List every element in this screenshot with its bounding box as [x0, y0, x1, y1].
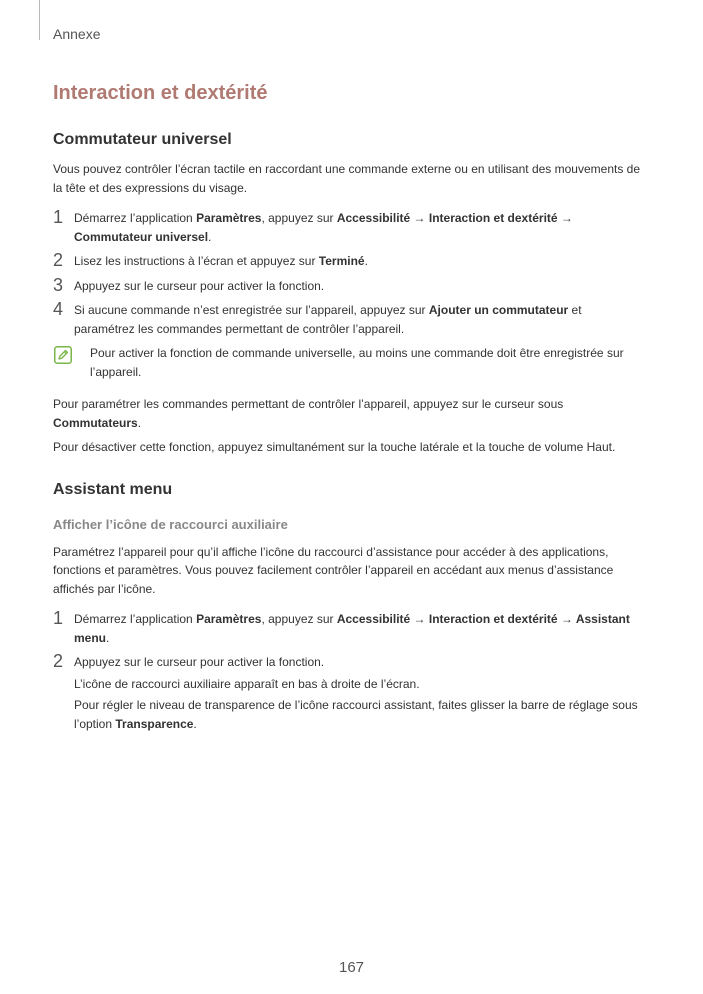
- arrow: →: [410, 612, 429, 626]
- step-text: , appuyez sur: [261, 211, 337, 225]
- step-text: .: [208, 229, 212, 244]
- step-text: Appuyez sur le curseur pour activer la fonction.: [74, 278, 325, 293]
- step-text: Démarrez l’application: [74, 612, 197, 626]
- step-text: Appuyez sur le curseur pour activer la fonction.: [74, 655, 325, 669]
- subheading-raccourci: Afficher l’icône de raccourci auxiliaire: [53, 516, 288, 532]
- step-number: 1: [53, 608, 64, 628]
- menu-path-parametres: Paramètres: [196, 612, 262, 626]
- page-content: [53, 82, 645, 739]
- step-2: [53, 653, 645, 733]
- arrow: →: [557, 612, 576, 626]
- note: [53, 344, 645, 381]
- step-text: Lisez les instructions à l’écran et appuyez sur: [74, 254, 319, 268]
- menu-path-transparence: Transparence: [115, 716, 194, 731]
- step-text: L’icône de raccourci auxiliaire apparaît en bas à droite de l’écran.: [74, 676, 420, 691]
- step-number: 4: [53, 299, 64, 319]
- step-4: [53, 301, 645, 338]
- step-text: [74, 696, 645, 733]
- step-3: [53, 274, 645, 296]
- note-pencil-icon: [54, 346, 72, 364]
- menu-path-interaction: Interaction et dextérité: [428, 612, 558, 626]
- menu-path-accessibilite: Accessibilité: [336, 612, 411, 626]
- menu-path-commutateur: Commutateur universel: [74, 229, 209, 244]
- step-2: [53, 252, 645, 271]
- step-text: Pour régler le niveau de transparence de l’icône raccourci assistant, faites glisser la barre de réglage sous l’option: [74, 698, 638, 731]
- menu-path-parametres: Paramètres: [196, 211, 262, 225]
- step-number: 2: [53, 250, 64, 270]
- page-number: 167: [338, 959, 365, 976]
- menu-path-accessibilite: Accessibilité: [336, 211, 411, 225]
- menu-path-termine: Terminé: [318, 254, 365, 268]
- commutateur-paragraph-2: Pour désactiver cette fonction, appuyez simultanément sur la touche latérale et la touche de volume Haut.: [53, 440, 616, 454]
- heading-assistant-menu: Assistant menu: [53, 480, 173, 498]
- menu-path-interaction: Interaction et dextérité: [428, 211, 558, 225]
- paragraph-text: .: [137, 415, 142, 430]
- step-1: [53, 610, 645, 647]
- step-number: 3: [53, 274, 64, 295]
- commutateur-paragraph-1: [53, 395, 645, 432]
- paragraph-text: Pour paramétrer les commandes permettant de contrôler l’appareil, appuyez sur le curseur sous: [53, 397, 564, 411]
- step-text: .: [364, 254, 368, 268]
- step-text: , appuyez sur: [261, 612, 337, 626]
- menu-path-ajouter-commutateur: Ajouter un commutateur: [428, 303, 569, 317]
- step-text: .: [106, 630, 110, 645]
- assistant-intro: Paramétrez l’appareil pour qu’il affiche l’icône du raccourci d’assistance pour accéder à des applications, fonctions et paramètres. Vous pouvez facilement contrôler l’appareil en accédant aux menus d’assistance affichés par l’icône.: [53, 544, 614, 596]
- heading-commutateur-universel: Commutateur universel: [53, 131, 232, 148]
- note-text: Pour activer la fonction de commande universelle, au moins une commande doit être enregistrée sur l’appareil.: [90, 346, 624, 379]
- step-number: 2: [53, 651, 64, 671]
- arrow: →: [557, 211, 573, 225]
- header-divider: [39, 0, 40, 40]
- arrow: →: [410, 211, 429, 225]
- commutateur-intro: Vous pouvez contrôler l’écran tactile en raccordant une commande externe ou en utilisant des mouvements de la tête et des expressions du visage.: [53, 162, 641, 195]
- step-text: Si aucune commande n’est enregistrée sur l’appareil, appuyez sur: [74, 303, 429, 317]
- step-1: [53, 209, 645, 246]
- menu-path-commutateurs: Commutateurs: [53, 415, 138, 430]
- menu-path-assistant-menu: Assistant menu: [74, 612, 630, 645]
- step-number: 1: [53, 207, 64, 227]
- step-text: Démarrez l’application: [74, 211, 197, 225]
- page-title: Interaction et dextérité: [53, 82, 268, 104]
- step-text: et paramétrez les commandes permettant de contrôler l’appareil.: [74, 303, 582, 336]
- section-label: Annexe: [53, 26, 101, 42]
- step-text: .: [193, 716, 197, 731]
